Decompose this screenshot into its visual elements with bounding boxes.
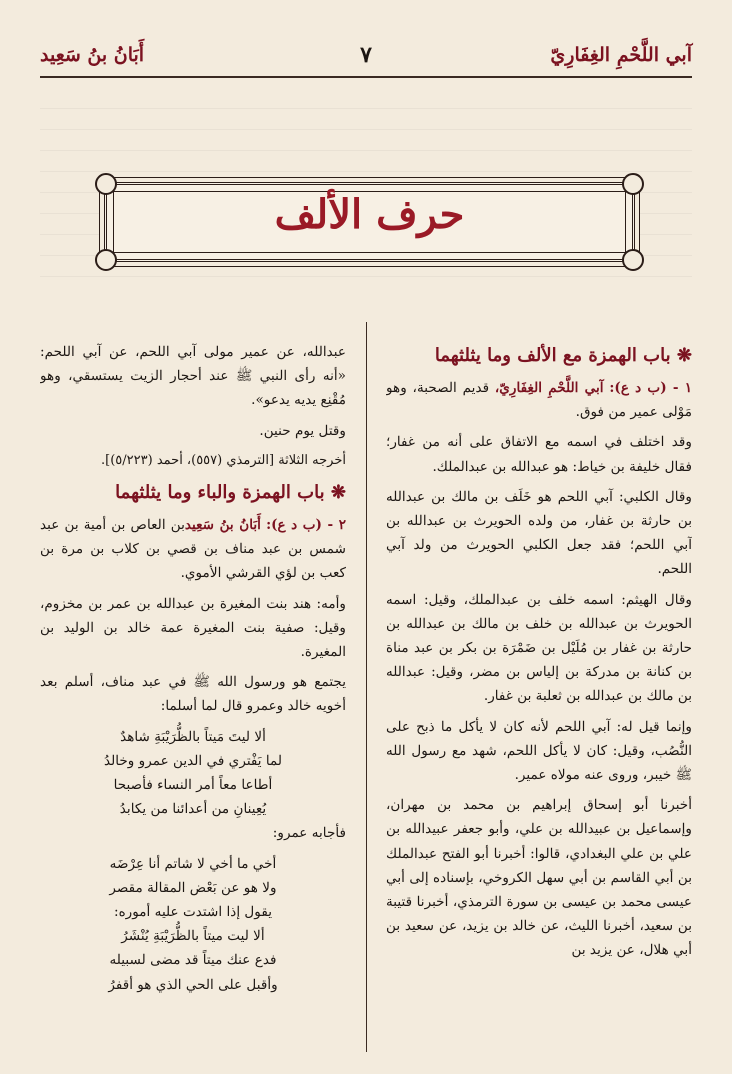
header-rule (40, 76, 692, 78)
header-right-title: آبي اللَّحْمِ الغِفَارِيّ (550, 44, 692, 66)
body-paragraph: وإنما قيل له: آبي اللحم لأنه كان لا يأكل ما ذبح على النُّصُب، وقيل: كان لا يأكل اللحم، شهد مع رسول الله ﷺ خيبر، وروى عنه مولاه عمير. (386, 718, 692, 784)
poem-line: أطاعا معاً أمر النساء فأصبحا (113, 777, 273, 794)
poem-line: لما يَفْتري في الدين عمرو وخالدُ (103, 752, 283, 769)
section-title: حرف الألف (274, 191, 465, 238)
body-paragraph: وقال الكلبي: آبي اللحم هو خَلَف بن مالك بن عبدالله بن حارثة بن غفار، من ولده الحويرث بن عبدالله بن آبي اللحم؛ فقد جعل الكلبي الحويرث من ولد آبي اللحم. (386, 488, 692, 578)
entry-paragraph (40, 513, 346, 586)
entry-number: ٢ - (ب د ع): (266, 517, 346, 534)
body-paragraph: وقد اختلف في اسمه مع الاتفاق على أنه من غفار؛ فقال خليفة بن خياط: هو عبدالله بن عبدالملك. (386, 434, 692, 475)
left-column (40, 340, 346, 1040)
poem-line: ولا هو عن بَعْض المقالة مقصر (109, 879, 277, 896)
header-left-title: أَبَانُ بنُ سَعِيد (40, 44, 145, 66)
chapter-heading (386, 342, 692, 370)
chapter-heading (40, 479, 346, 507)
poem (40, 852, 346, 997)
poem-line: أخي ما أخي لا شاتم أنا عِرْضَه (109, 855, 277, 872)
entry-name: أَبَانُ بنُ سَعِيد (184, 517, 261, 534)
entry-text: قديم الصحبة، وهو مَوْلى عمير من فوق. (386, 380, 692, 421)
poem-line: ألا ليتَ مَيتاً بالظُّرَيْبَةِ شاهدٌ (120, 728, 266, 745)
entry-number: ١ - (ب د ع): (609, 380, 692, 396)
column-divider (366, 322, 367, 1052)
body-paragraph: أخبرنا أبو إسحاق إبراهيم بن محمد بن مهران، وإسماعيل بن عبيدالله بن علي، وأبو جعفر عبيدالله بن علي بن علي البغدادي، قالوا: أخبرنا أبو الفتح عبدالملك بن أبي القاسم بن أبي سهل الكروخي، بإسناده إلى أبي عيسى محمد بن عيسى بن سورة الترمذي، أخبرنا قتيبة بن سعيد، أخبرنا الليث، عن خالد بن يزيد، عن سعيد بن أبي هلال، عن يزيد بن (386, 797, 692, 959)
body-paragraph: وأمه: هند بنت المغيرة بن عبدالله بن عمر بن مخزوم، وقيل: صفية بنت المغيرة عمة خالد بن الوليد بن المغيرة. (40, 595, 346, 661)
chapter-heading-text: باب الهمزة والباء وما يثلثهما (115, 482, 325, 504)
running-header (40, 40, 692, 72)
star-ornament-icon: ❋ (676, 345, 692, 366)
poem (40, 725, 346, 822)
frame-corner-ornament (622, 249, 644, 271)
body-paragraph: وقتل يوم حنين. (259, 422, 346, 439)
poem-line: وأقبل على الحي الذي هو أقفرُ (108, 976, 278, 993)
chapter-heading-text: باب الهمزة مع الألف وما يثلثهما (434, 345, 671, 366)
body-paragraph: فأجابه عمرو: (272, 825, 346, 842)
entry-paragraph (386, 376, 692, 424)
poem-line: يُعِينانِ من أعدائنا من يكابدُ (119, 801, 267, 818)
frame-corner-ornament (95, 249, 117, 271)
body-paragraph: يجتمع هو ورسول الله ﷺ في عبد مناف، أسلم بعد أخويه خالد وعمرو قال لما أسلما: (40, 674, 346, 715)
poem-line: فدع عنك ميتاً قد مضى لسبيله (109, 952, 277, 969)
section-title-frame (104, 182, 635, 262)
poem-line: يقول إذا اشتدت عليه أموره: (113, 904, 272, 921)
entry-text: بن العاص بن أمية بن عبد شمس بن عبد مناف بن قصي بن كلاب بن مرة بن كعب بن لؤي القرشي الأموي. (40, 517, 346, 582)
entry-name: آبي اللَّحْمِ الغِفَارِيّ، (494, 380, 604, 396)
star-ornament-icon: ❋ (330, 482, 346, 504)
body-paragraph: عبدالله، عن عمير مولى آبي اللحم، عن آبي اللحم: «أنه رأى النبي ﷺ عند أحجار الزيت يستسقي، وهو مُقْنِع يديه يدعو». (40, 344, 346, 409)
citation: أخرجه الثلاثة [الترمذي (٥٥٧)، أحمد (٥/٢٢٣)]. (101, 452, 346, 468)
body-paragraph: وقال الهيثم: اسمه خلف بن عبدالملك، وقيل: اسمه الحويرث بن عبدالله بن خلف بن مالك بن عبدالله بن حارثة بن غفار بن مُلَيْل بن ضَمْرَة بن بكر بن عبد مناة بن كنانة بن مدركة بن إلياس بن مضر، وقيل: عبدالله بن مالك بن عبدالله بن ثعلبة بن غفار. (386, 591, 692, 705)
poem-line: ألا ليت ميتاً بالظُّرَيْبَةِ يُنْشَرُ (121, 928, 265, 945)
page-number: ٧ (360, 42, 372, 68)
right-column (386, 340, 692, 1040)
